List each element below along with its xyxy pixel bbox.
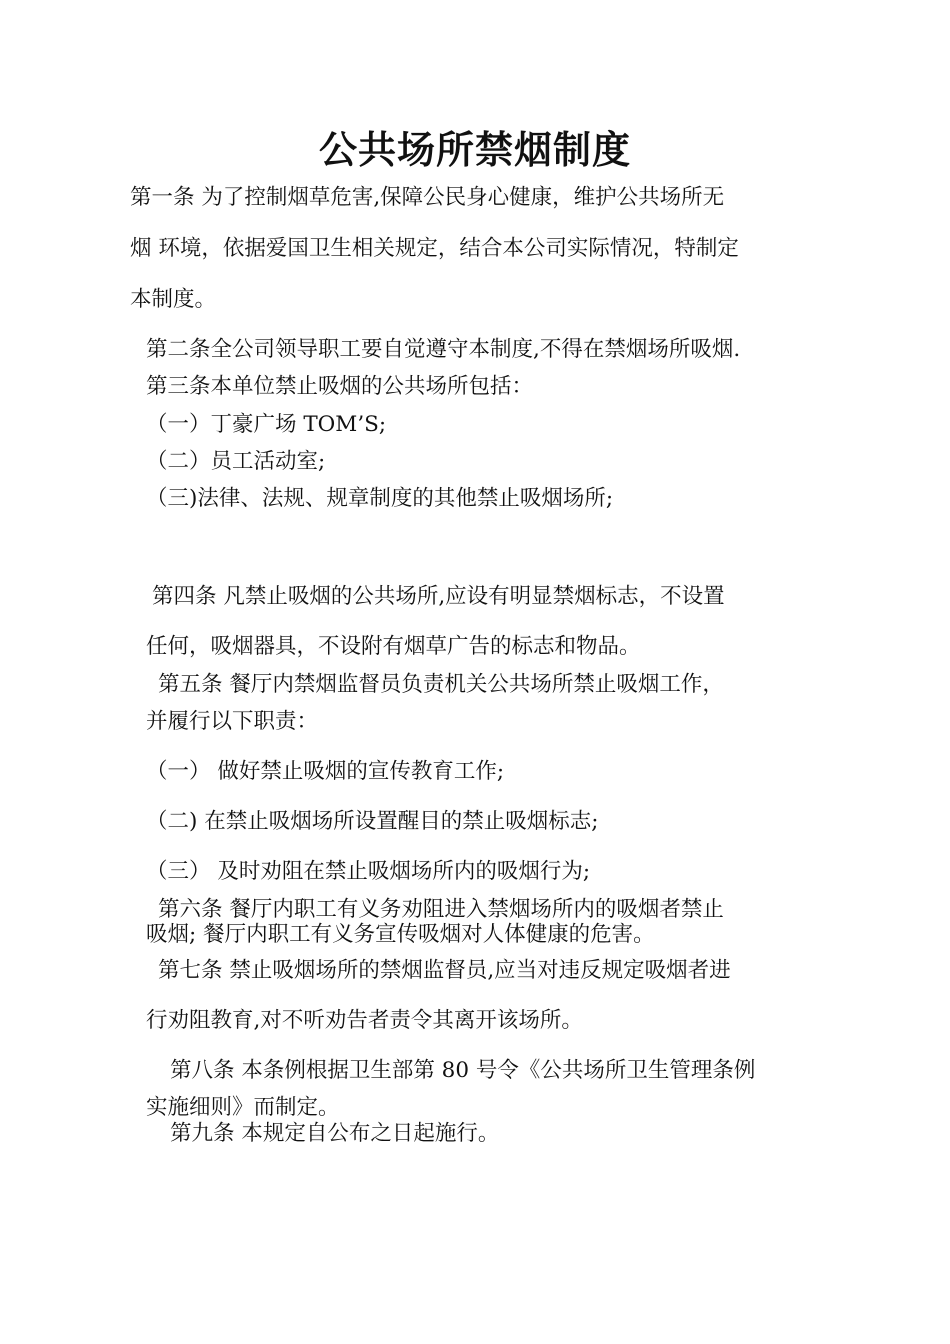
article-3-item-1: （一）丁豪广场 TOM’S; — [146, 412, 387, 437]
article-3-item-3: （三)法律、法规、规章制度的其他禁止吸烟场所; — [146, 486, 614, 511]
article-5-line-1: 第五条 餐厅内禁烟监督员负责机关公共场所禁止吸烟工作， — [158, 672, 724, 697]
article-9-line: 第九条 本规定自公布之日起施行。 — [170, 1121, 500, 1146]
article-4-line-1: 第四条 凡禁止吸烟的公共场所,应设有明显禁烟标志，不设置 — [152, 584, 725, 609]
page-title: 公共场所禁烟制度 — [318, 128, 631, 172]
article-4-line-2: 任何，吸烟器具，不设附有烟草广告的标志和物品。 — [146, 634, 641, 659]
article-7-line-1: 第七条 禁止吸烟场所的禁烟监督员,应当对违反规定吸烟者进 — [158, 958, 731, 983]
article-3-line: 第三条本单位禁止吸烟的公共场所包括： — [146, 374, 534, 399]
article-2-line: 第二条全公司领导职工要自觉遵守本制度,不得在禁烟场所吸烟. — [146, 337, 741, 362]
article-1-line-2: 烟 环境，依据爱国卫生相关规定，结合本公司实际情况，特制定 — [130, 236, 739, 261]
article-8-line-1: 第八条 本条例根据卫生部第 80 号令《公共场所卫生管理条例 — [170, 1058, 756, 1083]
article-1-line-1: 第一条 为了控制烟草危害,保障公民身心健康，维护公共场所无 — [130, 185, 725, 210]
article-5-item-3: （三） 及时劝阻在禁止吸烟场所内的吸烟行为; — [146, 859, 591, 884]
article-6-line-1: 第六条 餐厅内职工有义务劝阻进入禁烟场所内的吸烟者禁止 — [158, 897, 724, 922]
article-6-line-2: 吸烟; 餐厅内职工有义务宣传吸烟对人体健康的危害。 — [146, 922, 655, 947]
article-8-line-2: 实施细则》而制定。 — [146, 1095, 340, 1120]
article-1-line-3: 本制度。 — [130, 287, 217, 312]
article-7-line-2: 行劝阻教育,对不听劝告者责令其离开该场所。 — [146, 1008, 583, 1033]
article-5-line-2: 并履行以下职责： — [146, 709, 319, 734]
article-5-item-2: （二) 在禁止吸烟场所设置醒目的禁止吸烟标志; — [146, 809, 599, 834]
article-5-item-1: （一） 做好禁止吸烟的宣传教育工作; — [146, 759, 505, 784]
article-3-item-2: （二）员工活动室; — [146, 449, 326, 474]
